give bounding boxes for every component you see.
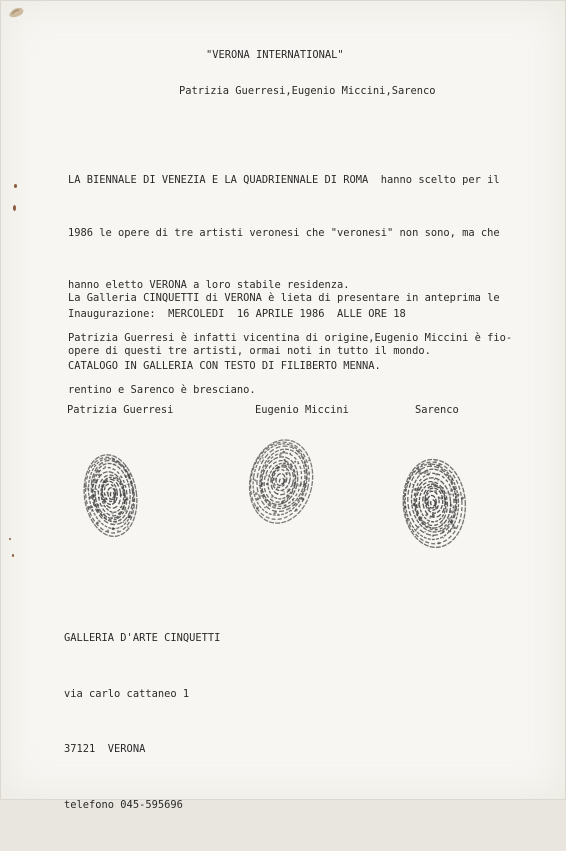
paper-speck xyxy=(13,205,16,211)
paragraph-line: Patrizia Guerresi è infatti vicentina di origine,Eugenio Miccini è fio- xyxy=(68,331,513,344)
fingerprint-icon xyxy=(248,436,314,524)
paper-speck xyxy=(9,538,11,540)
document-title: "VERONA INTERNATIONAL" xyxy=(206,49,344,61)
address-line: 37121 VERONA xyxy=(64,743,146,755)
fingerprint-icon xyxy=(400,456,466,548)
paragraph-line: La Galleria CINQUETTI di VERONA è lieta di presentare in anteprima le xyxy=(68,292,500,304)
fingerprint-icon xyxy=(83,451,139,537)
paper-speck xyxy=(12,554,14,557)
opening-date: Inaugurazione: MERCOLEDI 16 APRILE 1986 ALLE ORE 18 xyxy=(68,308,406,320)
signatory-name: Patrizia Guerresi xyxy=(67,404,174,416)
paragraph-line: hanno eletto VERONA a loro stabile residenza. xyxy=(68,279,350,291)
paragraph-line: rentino e Sarenco è bresciano. xyxy=(68,384,256,396)
address-line: telefono 045-595696 xyxy=(64,798,183,811)
signatory-name: Sarenco xyxy=(415,404,459,416)
address-line: via carlo cattaneo 1 xyxy=(64,687,190,700)
paper-speck xyxy=(14,184,17,188)
gallery-address xyxy=(64,592,220,851)
signatory-name: Eugenio Miccini xyxy=(255,404,349,416)
ink-stain-mark xyxy=(5,5,27,19)
artists-line: Patrizia Guerresi,Eugenio Miccini,Sarenco xyxy=(179,85,436,97)
paragraph-line: 1986 le opere di tre artisti veronesi che "veronesi" non sono, ma che xyxy=(68,226,500,239)
catalog-note: CATALOGO IN GALLERIA CON TESTO DI FILIBERTO MENNA. xyxy=(68,360,381,372)
paragraph-line: opere di questi tre artisti, ormai noti in tutto il mondo. xyxy=(68,344,431,357)
paragraph-gallery xyxy=(68,255,500,395)
address-line: GALLERIA D'ARTE CINQUETTI xyxy=(64,632,221,644)
paragraph-line: LA BIENNALE DI VENEZIA E LA QUADRIENNALE DI ROMA hanno scelto per il xyxy=(68,174,500,186)
